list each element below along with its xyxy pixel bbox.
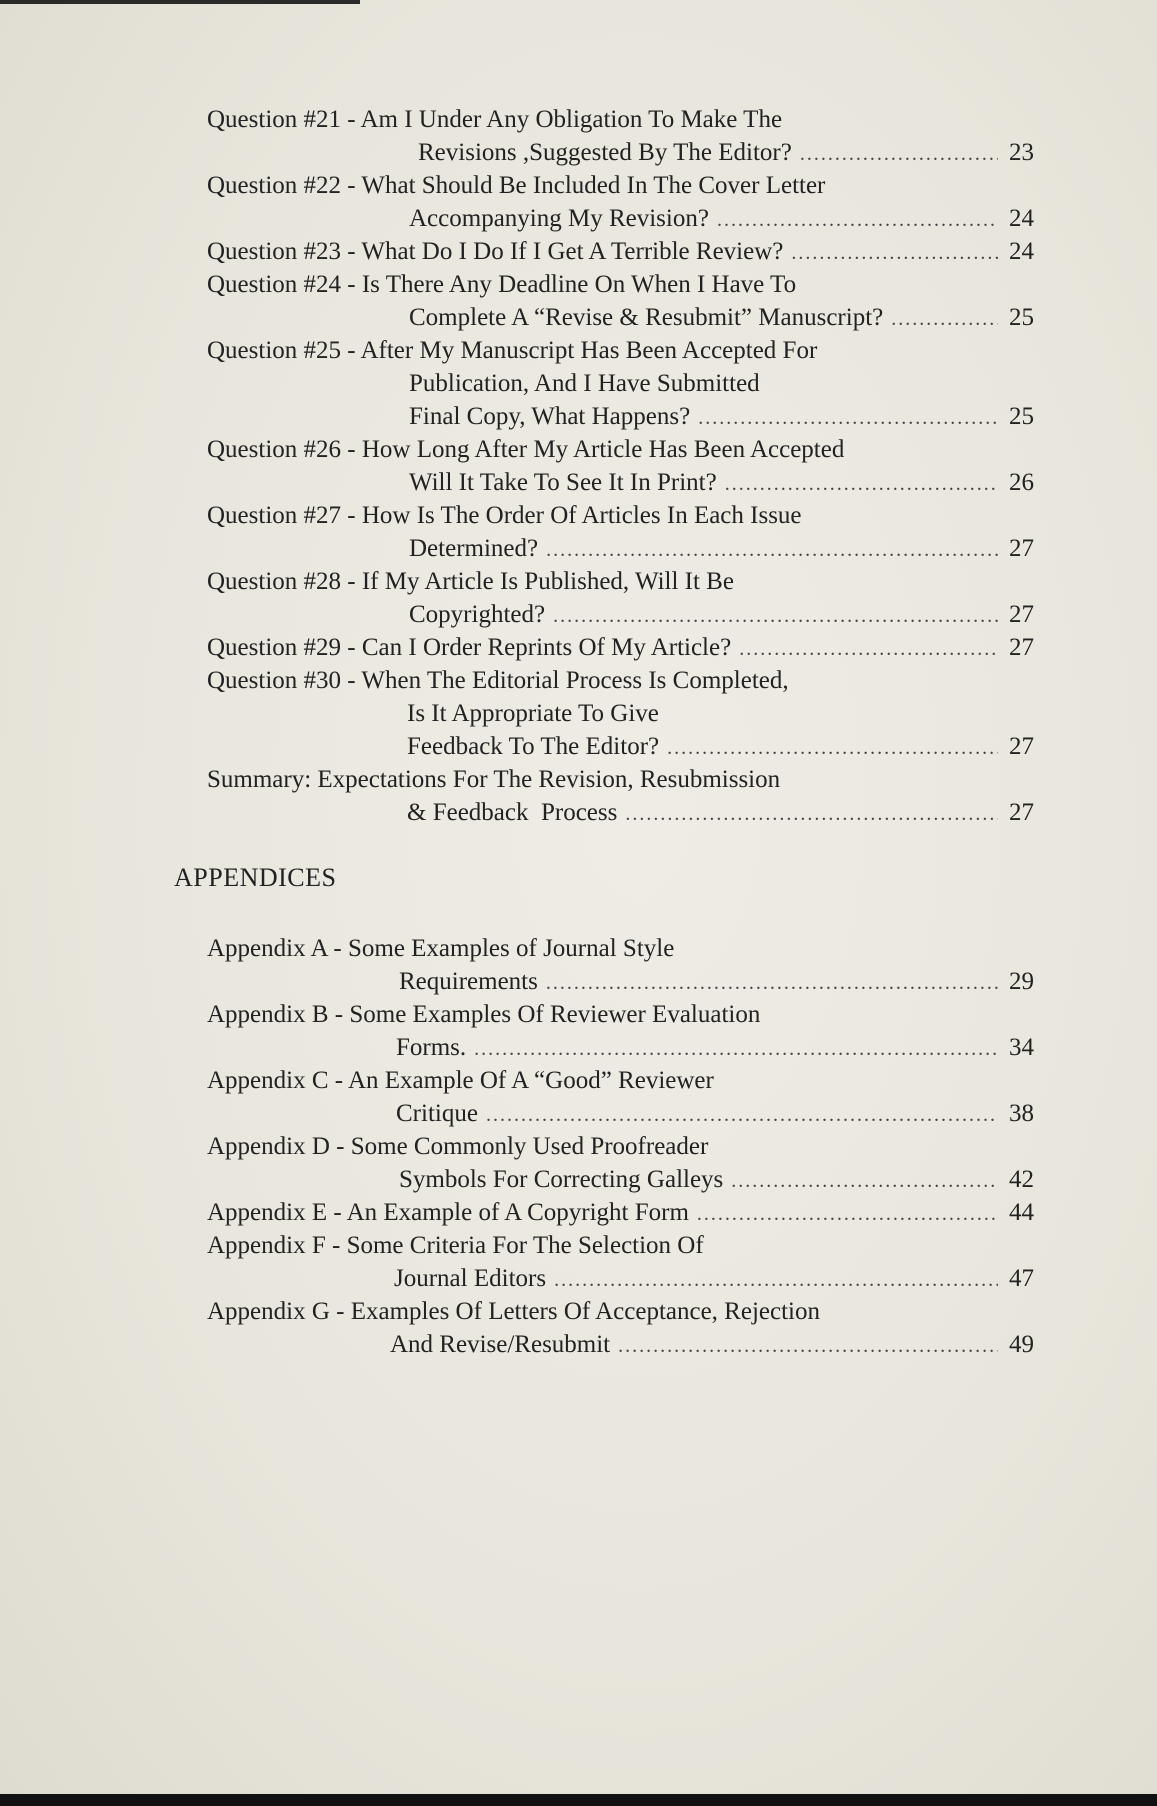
page-bottom-edge <box>0 1794 1157 1806</box>
toc-entry-appendix-g <box>390 1329 1034 1361</box>
dot-leader <box>697 1198 998 1230</box>
page-number: 27 <box>1009 733 1034 760</box>
toc-entry-appendix-a-line2: Requirements <box>399 968 538 995</box>
page-number: 47 <box>1009 1265 1034 1292</box>
page-number: 44 <box>1009 1199 1034 1226</box>
toc-entry-summary-line1: Summary: Expectations For The Revision, Resubmission <box>207 766 781 793</box>
toc-entry-q28-line2: Copyrighted? <box>409 601 546 628</box>
page-number: 27 <box>1009 535 1034 562</box>
toc-entry-q26 <box>409 467 1034 499</box>
page-number: 34 <box>1009 1034 1034 1061</box>
dot-leader <box>725 468 998 500</box>
toc-entry-q21-line1: Question #21 - Am I Under Any Obligation To Make The <box>207 106 783 133</box>
dot-leader <box>698 402 998 434</box>
page-number: 27 <box>1009 601 1034 628</box>
toc-entry-q28 <box>409 599 1034 631</box>
dot-leader <box>546 967 998 999</box>
dot-leader <box>553 600 998 632</box>
toc-entry-appendix-g-line2: And Revise/Resubmit <box>390 1331 611 1358</box>
dot-leader <box>546 534 998 566</box>
toc-entry-q22-line2: Accompanying My Revision? <box>409 205 709 232</box>
dot-leader <box>486 1099 998 1131</box>
dot-leader <box>800 138 998 170</box>
toc-entry-q22-line1: Question #22 - What Should Be Included In The Cover Letter <box>207 172 826 199</box>
toc-entry-q21 <box>418 137 1034 169</box>
toc-entry-q30-line2: Is It Appropriate To Give <box>407 700 659 727</box>
toc-entry-q23 <box>207 236 1034 268</box>
toc-entry-q30-line3: Feedback To The Editor? <box>407 733 660 760</box>
dot-leader <box>791 237 998 269</box>
toc-entry-appendix-f <box>394 1263 1034 1295</box>
page-number: 49 <box>1009 1331 1034 1358</box>
toc-entry-q30 <box>407 731 1034 763</box>
toc-entry-appendix-d <box>399 1164 1034 1196</box>
toc-entry-q30-line1: Question #30 - When The Editorial Process Is Completed, <box>207 667 789 694</box>
toc-entry-q29 <box>207 632 1034 664</box>
toc-entry-q23-line1: Question #23 - What Do I Do If I Get A Terrible Review? <box>207 238 784 265</box>
page-number: 24 <box>1009 238 1034 265</box>
dot-leader <box>739 633 998 665</box>
toc-entry-q26-line2: Will It Take To See It In Print? <box>409 469 717 496</box>
toc-entry-q22 <box>409 203 1034 235</box>
page-number: 42 <box>1009 1166 1034 1193</box>
toc-entry-appendix-f-line2: Journal Editors <box>394 1265 547 1292</box>
toc-entry-appendix-c <box>396 1098 1034 1130</box>
toc-entry-appendix-d-line1: Appendix D - Some Commonly Used Proofreader <box>207 1133 709 1160</box>
dot-leader <box>731 1165 998 1197</box>
page-number: 23 <box>1009 139 1034 166</box>
page-number: 27 <box>1009 634 1034 661</box>
toc-entry-q27 <box>409 533 1034 565</box>
toc-entry-q25-line1: Question #25 - After My Manuscript Has Been Accepted For <box>207 337 818 364</box>
toc-entry-q25-line2: Publication, And I Have Submitted <box>409 370 760 397</box>
toc-entry-appendix-a <box>399 966 1034 998</box>
toc-entry-q25-line3: Final Copy, What Happens? <box>409 403 691 430</box>
toc-entry-q29-line1: Question #29 - Can I Order Reprints Of My Article? <box>207 634 732 661</box>
toc-entry-q24-line1: Question #24 - Is There Any Deadline On When I Have To <box>207 271 797 298</box>
section-heading-appendices: APPENDICES <box>174 863 337 892</box>
toc-entry-q21-line2: Revisions ,Suggested By The Editor? <box>418 139 792 166</box>
toc-entry-q27-line2: Determined? <box>409 535 539 562</box>
toc-entry-appendix-g-line1: Appendix G - Examples Of Letters Of Acceptance, Rejection <box>207 1298 820 1325</box>
toc-entry-appendix-b-line2: Forms. <box>396 1034 467 1061</box>
dot-leader <box>554 1264 998 1296</box>
page-top-edge <box>0 0 360 4</box>
toc-entry-q24-line2: Complete A “Revise & Resubmit” Manuscript? <box>409 304 884 331</box>
page-number: 24 <box>1009 205 1034 232</box>
dot-leader <box>667 732 998 764</box>
toc-entry-appendix-e <box>207 1197 1034 1229</box>
toc-entry-appendix-b-line1: Appendix B - Some Examples Of Reviewer Evaluation <box>207 1001 761 1028</box>
dot-leader <box>891 303 998 335</box>
dot-leader <box>618 1330 998 1362</box>
dot-leader <box>474 1033 998 1065</box>
toc-entry-q24 <box>409 302 1034 334</box>
page-number: 25 <box>1009 403 1034 430</box>
toc-entry-summary-line2: & Feedback Process <box>407 799 618 826</box>
toc-entry-appendix-c-line2: Critique <box>396 1100 478 1127</box>
toc-entry-appendix-e-line1: Appendix E - An Example of A Copyright Form <box>207 1199 689 1226</box>
page-number: 26 <box>1009 469 1034 496</box>
toc-entry-q27-line1: Question #27 - How Is The Order Of Articles In Each Issue <box>207 502 802 529</box>
toc-entry-appendix-b <box>396 1032 1034 1064</box>
page-number: 38 <box>1009 1100 1034 1127</box>
dot-leader <box>717 204 998 236</box>
page-number: 29 <box>1009 968 1034 995</box>
toc-entry-appendix-f-line1: Appendix F - Some Criteria For The Selection Of <box>207 1232 704 1259</box>
toc-entry-q26-line1: Question #26 - How Long After My Article Has Been Accepted <box>207 436 845 463</box>
page-number: 27 <box>1009 799 1034 826</box>
dot-leader <box>625 798 998 830</box>
toc-entry-appendix-a-line1: Appendix A - Some Examples of Journal Style <box>207 935 675 962</box>
toc-entry-appendix-c-line1: Appendix C - An Example Of A “Good” Reviewer <box>207 1067 714 1094</box>
toc-entry-q28-line1: Question #28 - If My Article Is Published, Will It Be <box>207 568 734 595</box>
toc-entry-q25 <box>409 401 1034 433</box>
toc-entry-summary <box>407 797 1034 829</box>
page-number: 25 <box>1009 304 1034 331</box>
toc-entry-appendix-d-line2: Symbols For Correcting Galleys <box>399 1166 724 1193</box>
